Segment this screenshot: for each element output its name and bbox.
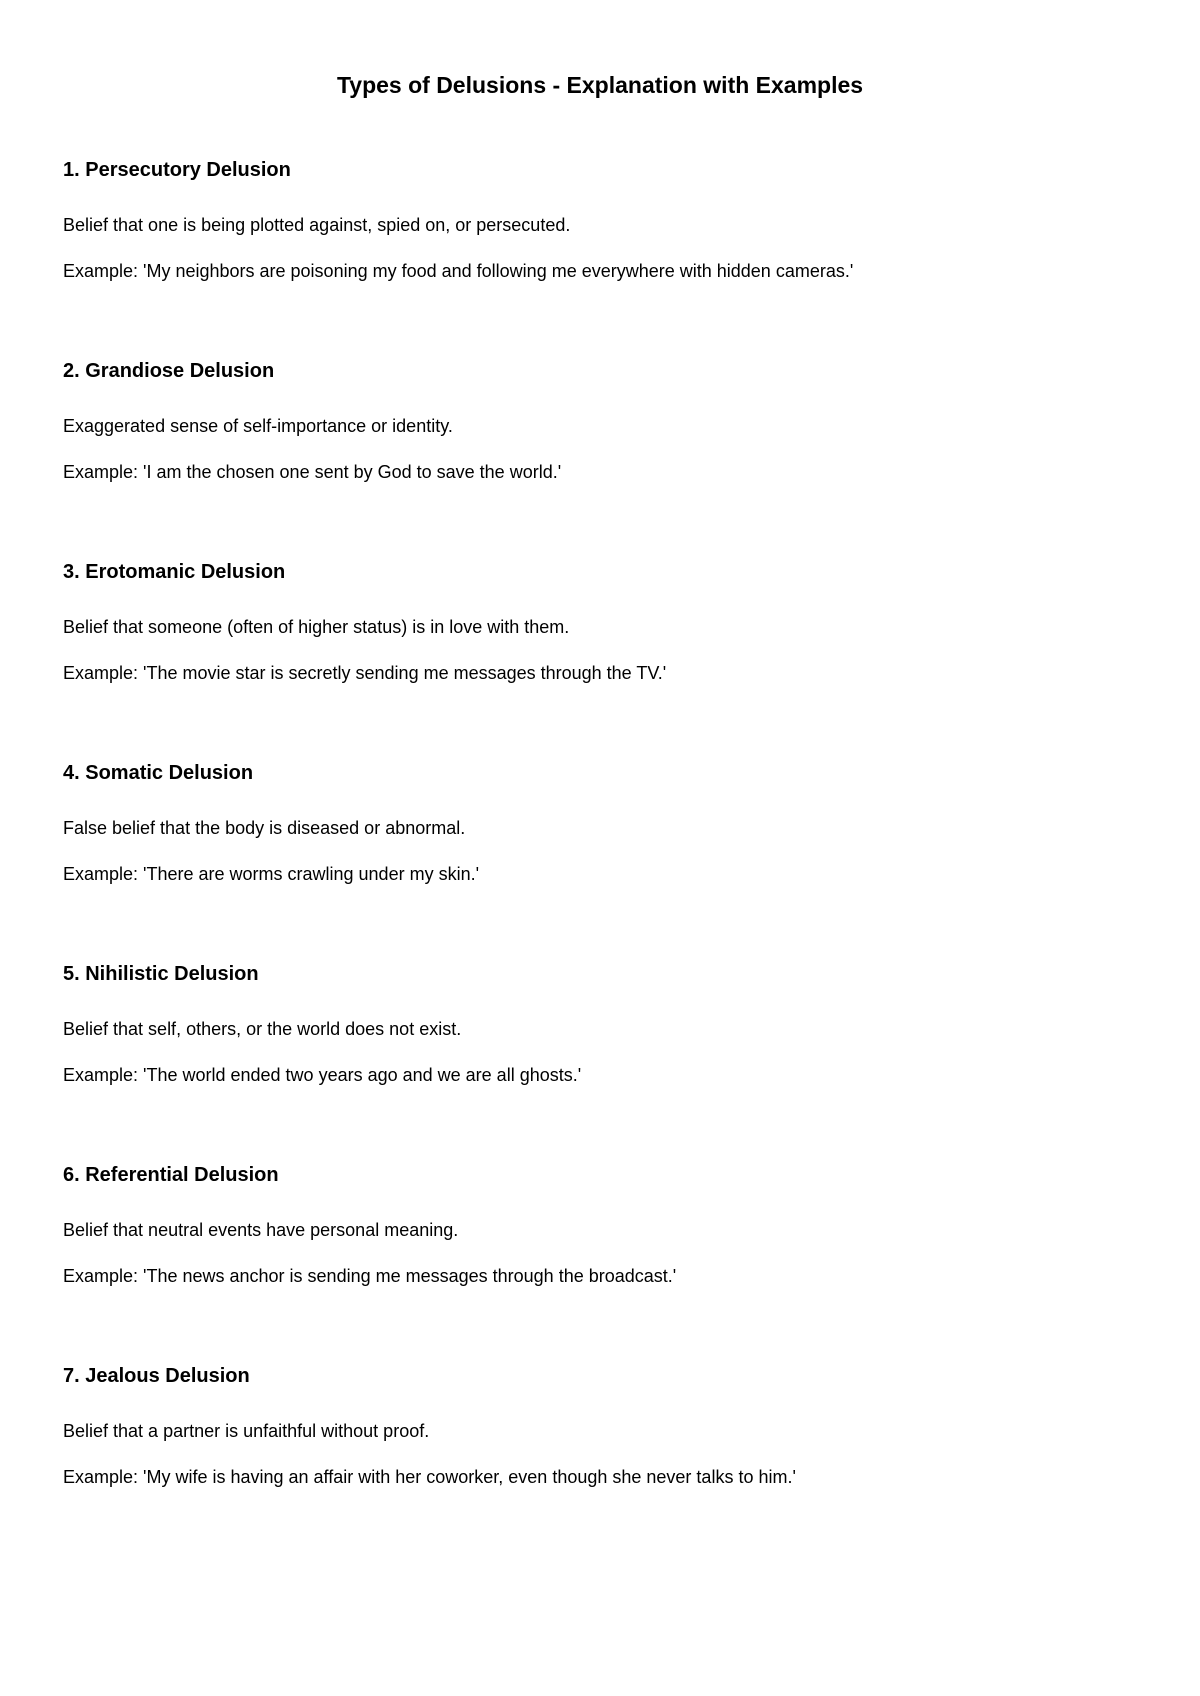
section-definition: Belief that neutral events have personal meaning. — [63, 1220, 459, 1240]
section-example: Example: 'My neighbors are poisoning my food and following me everywhere with hidden cameras.' — [63, 261, 854, 281]
section-heading: 6. Referential Delusion — [63, 1164, 279, 1186]
section-example: Example: 'My wife is having an affair with her coworker, even though she never talks to him.' — [63, 1467, 796, 1487]
section-definition: Belief that one is being plotted against, spied on, or persecuted. — [63, 215, 571, 235]
document-title: Types of Delusions - Explanation with Examples — [336, 72, 864, 98]
section-example: Example: 'I am the chosen one sent by God to save the world.' — [63, 462, 562, 482]
section-heading: 7. Jealous Delusion — [63, 1365, 250, 1387]
section-example: Example: 'The news anchor is sending me messages through the broadcast.' — [63, 1266, 677, 1286]
section-definition: Belief that someone (often of higher status) is in love with them. — [63, 617, 570, 637]
section-example: Example: 'The movie star is secretly sending me messages through the TV.' — [63, 663, 667, 683]
section-heading: 4. Somatic Delusion — [63, 762, 254, 784]
section-heading: 1. Persecutory Delusion — [63, 159, 291, 181]
section-definition: False belief that the body is diseased or abnormal. — [63, 818, 466, 838]
section-definition: Belief that self, others, or the world does not exist. — [63, 1019, 462, 1039]
section-example: Example: 'The world ended two years ago and we are all ghosts.' — [63, 1065, 582, 1085]
section-heading: 2. Grandiose Delusion — [63, 360, 275, 382]
section-heading: 5. Nihilistic Delusion — [63, 963, 259, 985]
section-definition: Belief that a partner is unfaithful without proof. — [63, 1421, 430, 1441]
section-heading: 3. Erotomanic Delusion — [63, 561, 286, 583]
section-definition: Exaggerated sense of self-importance or identity. — [63, 416, 453, 436]
section-example: Example: 'There are worms crawling under my skin.' — [63, 864, 480, 884]
